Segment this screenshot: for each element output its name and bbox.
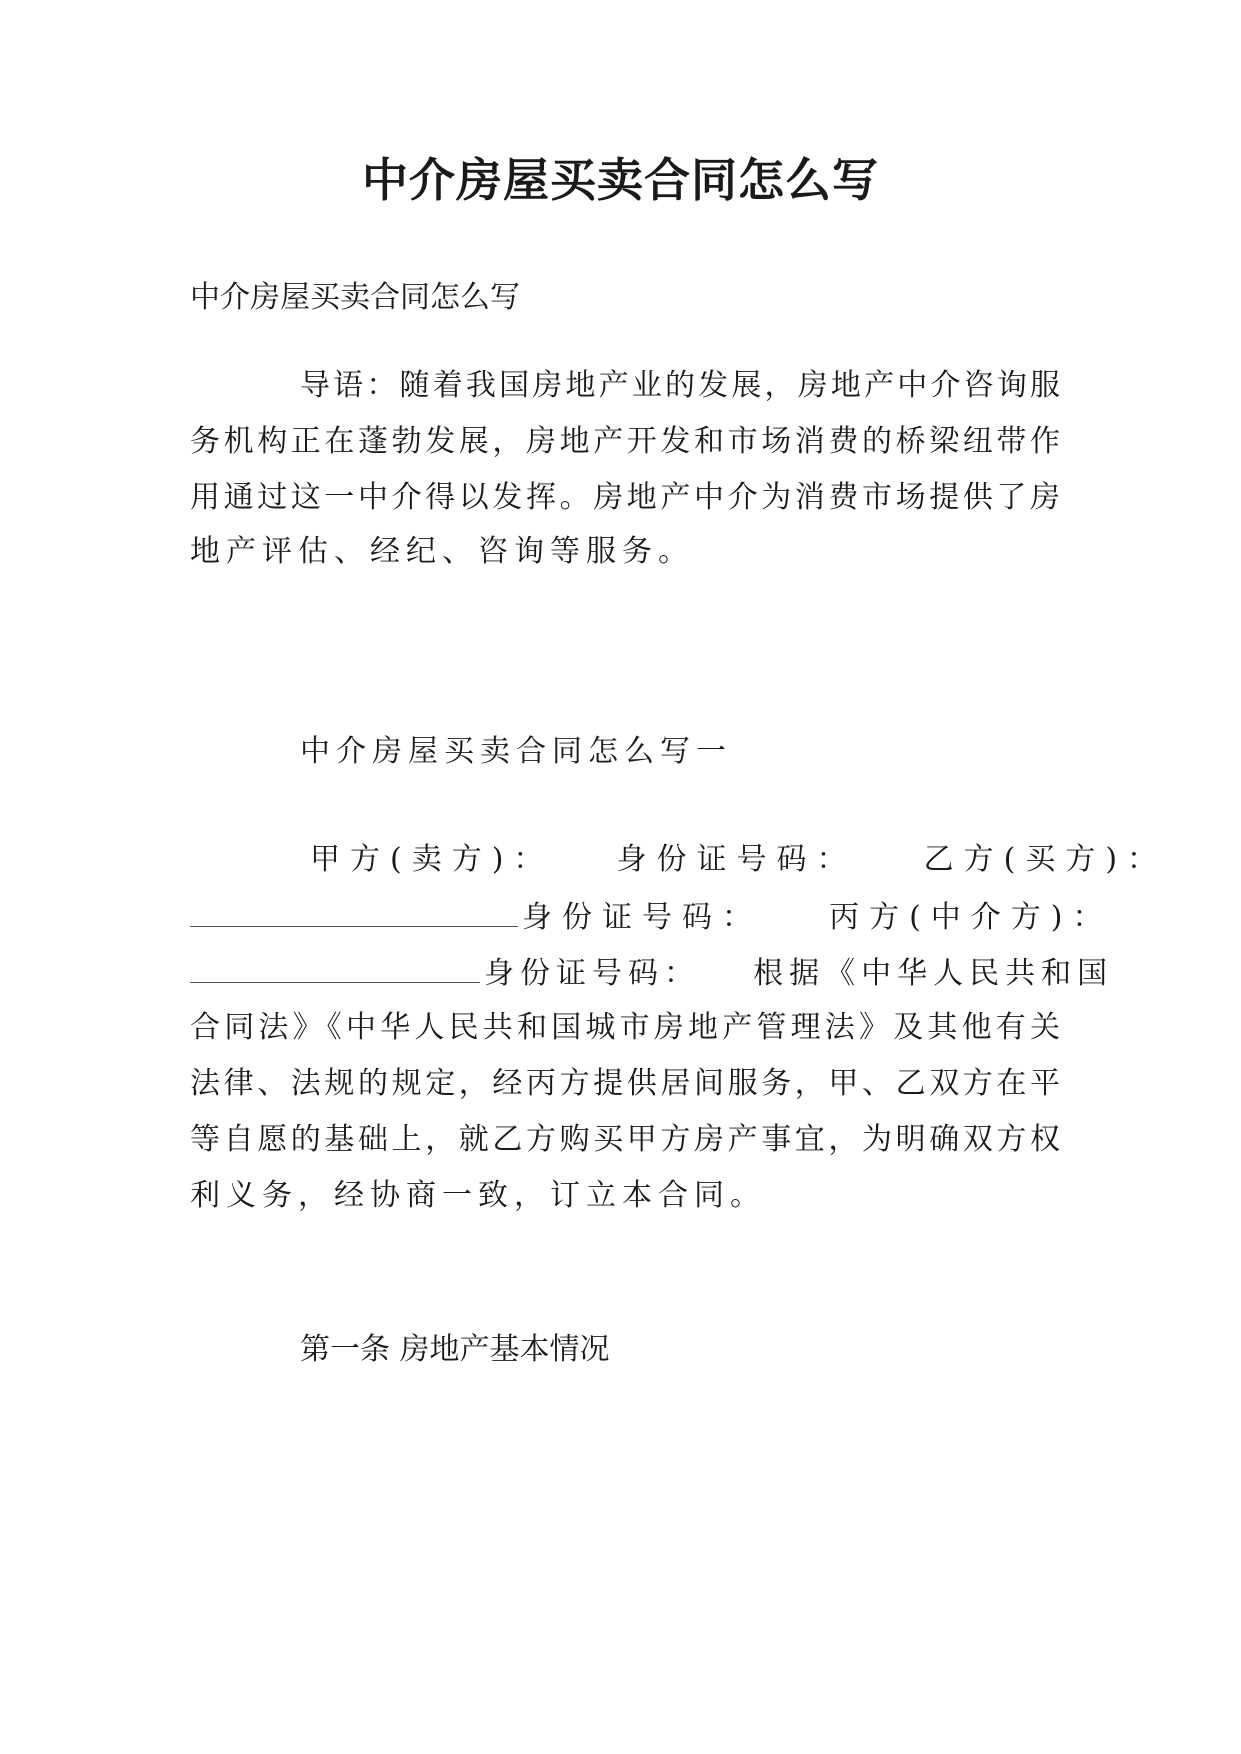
body-line-3: 等自愿的基础上，就乙方购买甲方房产事宜，为明确双方权 bbox=[190, 1122, 1060, 1157]
buyer-id-label: 身份证号码： bbox=[522, 900, 762, 935]
parties-line-3 bbox=[190, 952, 1114, 994]
intro-line-1: 导语：随着我国房地产业的发展，房地产中介咨询服 bbox=[300, 368, 1060, 403]
parties-line-2 bbox=[190, 896, 1113, 938]
body-line-2: 法律、法规的规定，经丙方提供居间服务，甲、乙双方在平 bbox=[190, 1066, 1060, 1101]
basis-start: 根据《中华人民共和国 bbox=[753, 956, 1114, 991]
parties-line-1 bbox=[310, 840, 1168, 880]
seller-id-label: 身份证号码： bbox=[616, 842, 857, 877]
intro-line-3: 用通过这一中介得以发挥。房地产中介为消费市场提供了房 bbox=[190, 480, 1060, 515]
intro-line-2: 务机构正在蓬勃发展，房地产开发和市场消费的桥梁纽带作 bbox=[190, 424, 1060, 459]
document-subtitle: 中介房屋买卖合同怎么写 bbox=[190, 280, 520, 315]
body-line-4: 利义务，经协商一致，订立本合同。 bbox=[190, 1178, 766, 1213]
buyer-label: 乙方(买方)： bbox=[923, 842, 1168, 877]
agent-label: 丙方(中介方)： bbox=[829, 900, 1113, 935]
page-title: 中介房屋买卖合同怎么写 bbox=[362, 153, 879, 207]
article-1-heading: 第一条 房地产基本情况 bbox=[300, 1332, 610, 1367]
seller-label: 甲方(卖方)： bbox=[310, 842, 554, 877]
agent-blank bbox=[190, 952, 480, 983]
agent-id-label: 身份证号码： bbox=[484, 956, 700, 991]
intro-line-4: 地产评估、经纪、咨询等服务。 bbox=[190, 534, 694, 569]
section-heading: 中介房屋买卖合同怎么写一 bbox=[300, 734, 732, 769]
buyer-blank bbox=[190, 896, 518, 927]
body-line-1: 合同法》《中华人民共和国城市房地产管理法》及其他有关 bbox=[190, 1010, 1060, 1045]
